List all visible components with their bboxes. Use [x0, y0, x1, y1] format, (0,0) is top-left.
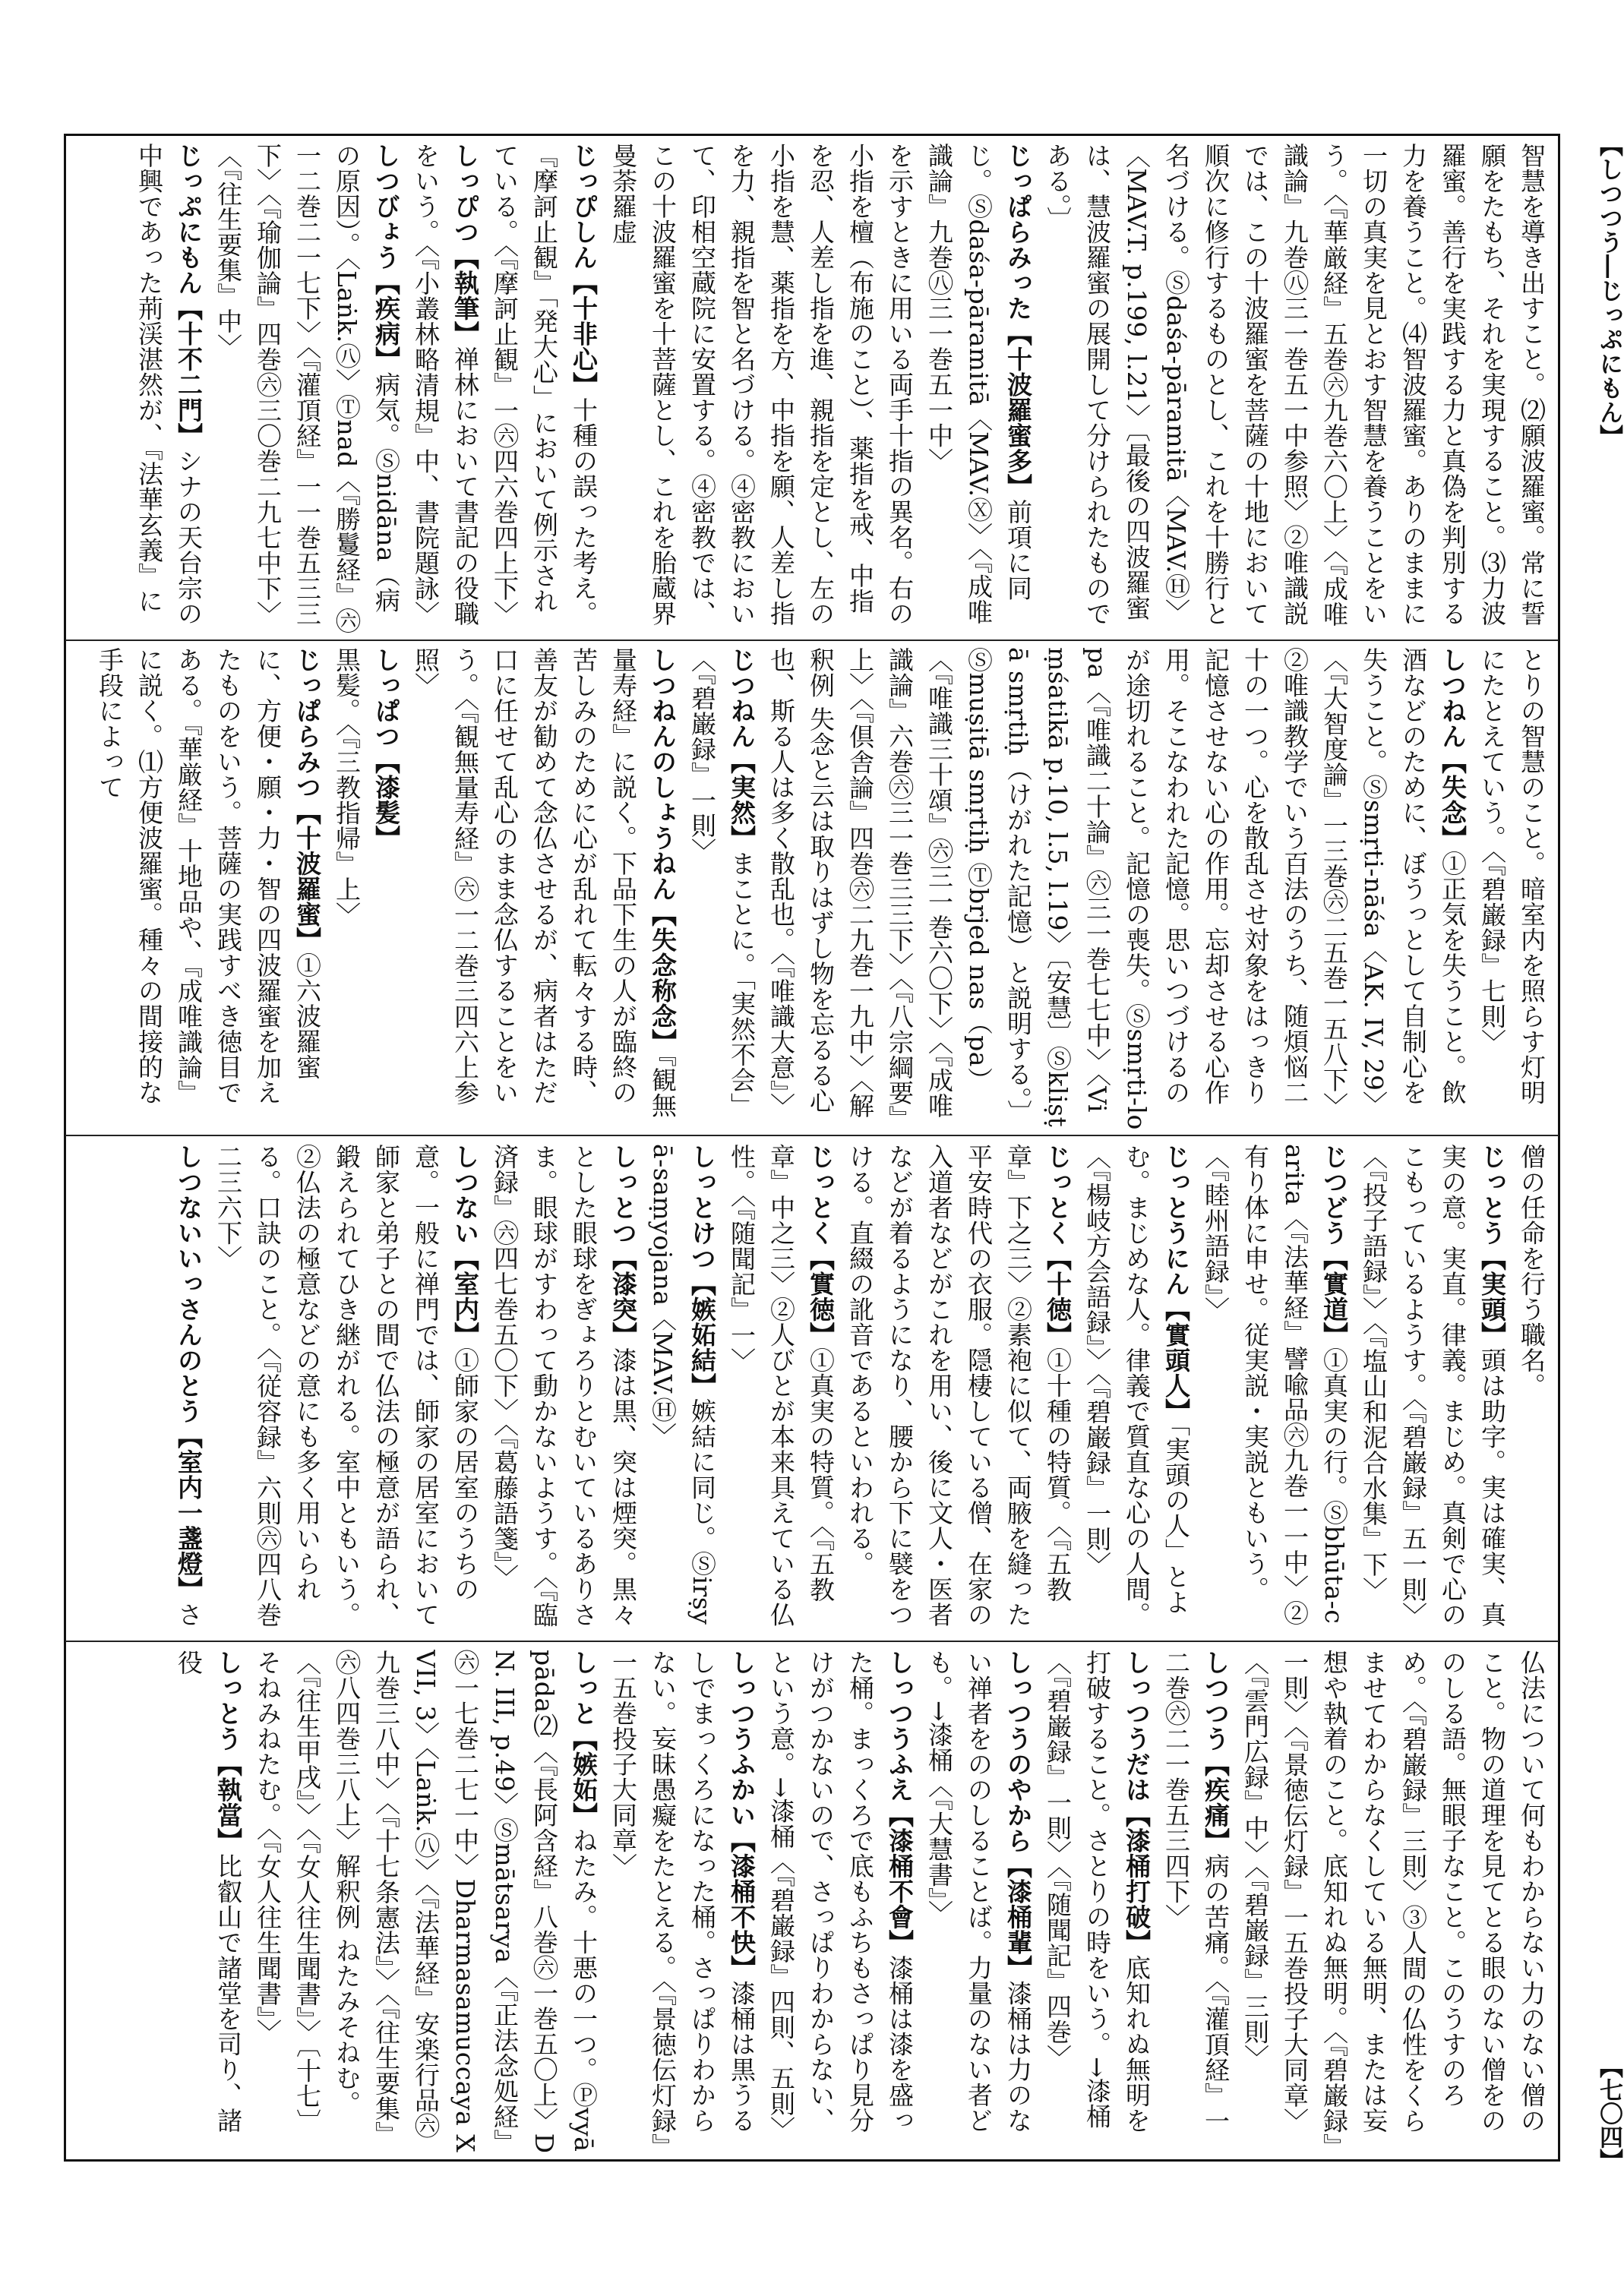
entry-headword: しつねん【失念】: [1438, 647, 1468, 851]
dictionary-entry: [485, 1144, 643, 1636]
dictionary-entry: [1038, 1650, 1156, 2154]
entry-text: ①真実の行。Ⓢbhūta-caritа〈『法華経』譬喩品㊅九巻一一中〉②有り体に申せ。従実説・実説ともいう。〈『睦州語録』〉: [1201, 1144, 1349, 1626]
entry-text: 病気。Ⓢnidāna（病の原因）。〈Laṅk.㊇〉Ⓣnad〈『勝鬘経』㊅一二巻二一七下〉〈『灌頂経』一一巻五三三下〉〈『瑜伽論』四巻㊅三〇巻二九七中下〉〈『往生要集』中〉: [213, 143, 401, 633]
tier-divider: [65, 1641, 1559, 1642]
entry-headword: しつないいっさんのとう【室内一盞燈】: [174, 1144, 204, 1602]
entry-text: 『観無量寿経』に説く。下品下生の人が臨終の苦しみのために心が乱れて転々する時、善友が勧めて念仏させるが、病者はただ口に任せて乱心のまま念仏することをいう。〈『観無量寿経』㊅一二巻三四六上参照〉: [411, 647, 678, 1118]
entry-headword: じつねん【実然】: [727, 647, 757, 851]
entry-text: まことに。「実然不会」〈『碧巌録』一則〉: [687, 647, 757, 1118]
entry-text: を示すときに用いる両手十指の異名。右の小指を檀（布施のこと）、薬指を戒、中指を忍、人差し指を進、親指を定とし、左の小指を慧、薬指を方、中指を願、人差し指を力、親指を智と名づける。④密教において、印相空蔵院に安置する。④密教では、この十波羅蜜を十菩薩とし、これを胎蔵界曼荼羅虚: [608, 143, 915, 627]
entry-text: 黒髪。〈『三教指帰』上〉: [332, 647, 362, 927]
entry-text: 漆桶は黒うるしでまっくろになった桶。さっぱりわからない。妄昧愚癡をたとえる。〈『景徳伝灯録』一五巻投子大同章〉: [608, 1650, 757, 2146]
dictionary-entry: [682, 647, 761, 1130]
entry-continuation: [1512, 1144, 1551, 1636]
dictionary-entry: [603, 1650, 761, 2154]
dictionary-entry: [1354, 1144, 1512, 1636]
entry-headword: しつつう【疾痛】: [1201, 1650, 1231, 1853]
entry-headword: じっぴしん【十非心】: [569, 143, 599, 397]
entry-text: 底知れぬ無明を打破すること。さとりの時をいう。→漆桶〈『碧巌録』一則〉〈『随聞記』四巻〉: [1043, 1650, 1152, 2133]
entry-text: ①十種の特質。〈『五教章』下之三〉②素袍に似て、両腋を縫った平安時代の衣服。隠棲している僧、在家の入道者などがこれを用い、後に文人・医者などが着るようになり、腰から下に襞をつける。直綴の訛音であるといわれる。: [845, 1144, 1073, 1628]
tier-1: [73, 143, 1551, 635]
entry-headword: しっぱつ【漆髪】: [371, 647, 401, 851]
entry-continuation: [1038, 143, 1551, 635]
entry-text: ねたみ。十悪の一つ。Ⓟvyāpāda⑵〈『長阿含経』八巻㊅一巻五〇上〉DN. III, p.49〉Ⓢmātsarya〈『正法念処経』㊅一七巻二七一中〉Dharmasamuccaya XVII, 3〉〈Laṅk.㊇〉〈『法華経』安楽行品㊅九巻三八中〉〈『十七条憲法』〉〈『往生要集』㊅八四巻三八上〉解釈例 ねたみそねむ。〈『往生甲戌』〉〈『女人往生聞書』〉〔十七〕そねみねたむ。〈『女人往生聞書』〉: [253, 1650, 599, 2154]
entry-headword: しっつうのやから【漆桶輩】: [1003, 1650, 1033, 1981]
dictionary-entry: [919, 1650, 1038, 2154]
dictionary-entry: [761, 647, 1472, 1130]
entry-headword: じっぱらみった【十波羅蜜多】: [1003, 143, 1033, 499]
dictionary-entry: [1156, 1650, 1235, 2154]
entry-text: ①真実の特質。〈『五教章』中之三〉②人びとが本来具えている仏性。〈『随聞記』一〉: [727, 1144, 836, 1628]
tier-divider: [65, 640, 1559, 641]
entry-text: ①師家の居室のうちの意。一般に禅門では、師家の居室において師家と弟子との間で仏法の極意が語られ、鍛えられてひき継がれる。室中ともいう。②仏法の極意などの意にも多く用いられる。口訣のこと。〈『従容録』六則㊅四八巻二三六下〉: [213, 1144, 480, 1628]
dictionary-entry: [1196, 1144, 1354, 1636]
entry-continuation: [603, 143, 919, 635]
entry-continuation: [1472, 647, 1551, 1130]
entry-text: 禅林において書記の役職をいう。〈『小叢林略清規』中、書院題詠〉: [411, 143, 480, 627]
entry-headword: しっとけつ【嫉妬結】: [687, 1144, 717, 1398]
tier-3: [73, 1144, 1551, 1636]
entry-headword: しっつうふえ【漆桶不會】: [885, 1650, 915, 1955]
entry-headword: じっとうにん【實頭人】: [1161, 1144, 1191, 1424]
entry-headword: じっとく【十徳】: [1043, 1144, 1073, 1347]
entry-headword: しっつうだは【漆桶打破】: [1122, 1650, 1152, 1955]
dictionary-entry: [643, 1144, 722, 1636]
entry-text: さ: [174, 1602, 204, 1628]
dictionary-entry: [406, 647, 682, 1130]
dictionary-entry: [208, 1144, 485, 1636]
entry-headword: しつねんのしょうねん【失念称念】: [648, 647, 678, 1054]
tier-4: [73, 1650, 1551, 2154]
entry-text: ①正気を失うこと。飲酒などのために、ぼうっとして自制心を失うこと。Ⓢsmṛti-nāśa〈AK. IV, 29〉〈『大智度論』一三巻㊅二五巻一五八下〉②唯識教学でいう百法のうち、随煩悩二十の一つ。心を散乱させ対象をはっきり記憶させない心の作用。忘却させる心作用。そこなわれた記憶。思いつづけるのが途切れること。記憶の喪失。Ⓢsmṛti-lopa〈『唯識二十論』㊅三一巻七七中〉〈Viṃśatikā p.10, l.5, l.19〉〔安慧〕Ⓢkliṣṭā smṛtiḥ（けがれた記憶）と説明する。〕Ⓢmuṣitā smṛtiḥ Ⓣbrjed nas（pa）〈『唯識三十頌』㊅三一巻六〇下〉〈『成唯識論』六巻㊅三一巻三三下〉〈『八宗綱要』上〉〈『倶舎論』四巻㊅二九巻一九中〉〈解釈例 失念と云は取りはずし物を忘るる心也、斯る人は多く散乱也。〈『唯識大意』〉: [766, 647, 1468, 1130]
entry-headword: じっぱらみつ【十波羅蜜】: [292, 647, 322, 952]
entry-headword: じつどう【實道】: [1319, 1144, 1349, 1347]
entry-text: 漆桶は力のない禅者をののしることば。力量のない者ども。→漆桶〈『大慧書』〉: [924, 1650, 1033, 2133]
entry-headword: じっとう【実頭】: [1477, 1144, 1507, 1347]
entry-text: 比叡山で諸堂を司り、諸役: [174, 1650, 243, 2133]
dictionary-entry: [1077, 1144, 1196, 1636]
dictionary-entry: [208, 143, 406, 635]
dictionary-entry: [90, 647, 327, 1130]
entry-text: 前項に同じ。Ⓢdaśa-pāramitā〈MAV.Ⓧ〉〈『成唯識論』九巻㊇三一巻五一中〉: [924, 143, 1033, 625]
entry-text: 漆桶は漆を盛った桶。まっくろで底もふちもさっぱり見分けがつかないので、さっぱりわからない、という意。→漆桶〈『碧巌録』四則、五則〉: [766, 1650, 915, 2143]
running-head: 【しつつう―じっぷにもん】: [1595, 133, 1622, 449]
entry-text: 僧の任命を行う職名。: [1517, 1144, 1547, 1398]
entry-continuation: [1235, 1650, 1551, 2154]
dictionary-entry: [169, 1144, 208, 1636]
entry-text: 仏法について何もわからない力のない僧のこと。物の道理を見てとる眼のない僧をののしる語。無眼子なこと。このうすのろめ。〈『碧巌録』三則〉③人間の仏性をくらませてわからなくしている無明、または妄想や執着のこと。底知れぬ無明。〈『碧巌録』一則〉〈『景徳伝灯録』一五巻投子大同章〉〈『雲門広録』中〉〈『碧巌録』三則〉: [1240, 1650, 1547, 2146]
entry-text: 漆は黒、突は煙突。黒々とした眼球をぎょろりとむいているありさま。眼球がすわって動かないようす。〈『臨済録』㊅四七巻五〇下〉〈『葛藤語箋』〉: [490, 1144, 638, 1628]
entry-headword: しっとう【執當】: [213, 1650, 243, 1853]
entry-headword: しっと【嫉妬】: [569, 1650, 599, 1828]
entry-headword: しつない【室内】: [450, 1144, 480, 1347]
dictionary-entry: [485, 143, 603, 635]
dictionary-entry: [248, 1650, 603, 2154]
entry-text: 「実頭の人」とよむ。まじめな人。律義で質直な心の人間。〈『楊岐方会語録』〉〈『碧巌録』一則〉: [1082, 1144, 1191, 1628]
entry-text: 頭は助字。実は確実、真実の意。実直。律義。まじめ。真剣で心のこもっているようす。〈『碧巌録』五一則〉〈『投子語録』〉〈『塩山和泥合水集』下〉: [1359, 1144, 1507, 1628]
entry-headword: しっぴつ【執筆】: [450, 143, 480, 346]
entry-text: 嫉結に同じ。Ⓢirṣyā-saṃyojana〈MAV.Ⓗ〉: [648, 1144, 717, 1625]
entry-text: とりの智慧のこと。暗室内を照らす灯明にたとえていう。〈『碧巌録』七則〉: [1477, 647, 1547, 1105]
entry-headword: じっとく【實徳】: [806, 1144, 836, 1347]
tier-divider: [65, 1135, 1559, 1136]
dictionary-entry: [129, 143, 208, 635]
page-number: 【七〇四】: [1595, 2054, 1622, 2172]
dictionary-entry: [327, 647, 406, 1130]
entry-text: 十種の誤った考え。『摩訶止観』「発大心」において例示されている。〈『摩訶止観』一㊅四六巻四上下〉: [490, 143, 599, 627]
entry-headword: しっつうふかい【漆桶不快】: [727, 1650, 757, 1981]
tier-2: [73, 647, 1551, 1130]
dictionary-entry: [406, 143, 485, 635]
dictionary-entry: [840, 1144, 1077, 1636]
entry-headword: じっぷにもん【十不二門】: [174, 143, 204, 448]
entry-text: ①六波羅蜜に、方便・願・力・智の四波羅蜜を加えたものをいう。菩薩の実践すべき徳目である。『華厳経』十地品や、『成唯識論』に説く。⑴方便波羅蜜。種々の間接的な手段によって: [95, 647, 322, 1106]
dictionary-entry: [761, 1650, 919, 2154]
entry-text: 病の苦痛。〈『灌頂経』一二巻㊅二一巻五三四下〉: [1161, 1650, 1231, 2133]
dictionary-entry: [919, 143, 1038, 635]
dictionary-entry: [169, 1650, 248, 2154]
entry-text: シナの天台宗の中興であった荊渓湛然が、『法華玄義』に: [134, 143, 204, 627]
entry-headword: しつびょう【疾病】: [371, 143, 401, 372]
entry-headword: しっとつ【漆突】: [608, 1144, 638, 1347]
entry-text: 智慧を導き出すこと。⑵願波羅蜜。常に誓願をたもち、それを実現すること。⑶力波羅蜜。善行を実践する力と真偽を判別する力を養うこと。⑷智波羅蜜。ありのままに一切の真実を見とおす智慧を養うことをいう。〈『華厳経』五巻㊅九巻六〇上〉〈『成唯識論』九巻㊇三一巻五一中参照〉②唯識説では、この十波羅蜜を菩薩の十地において順次に修行するものとし、これを十勝行と名づける。Ⓢdaśa-pāramitā〈MAV.Ⓗ〉〈MAV.T. p.199, l.21〉〔最後の四波羅蜜は、慧波羅蜜の展開して分けられたものである。〕: [1043, 143, 1547, 627]
dictionary-entry: [722, 1144, 840, 1636]
